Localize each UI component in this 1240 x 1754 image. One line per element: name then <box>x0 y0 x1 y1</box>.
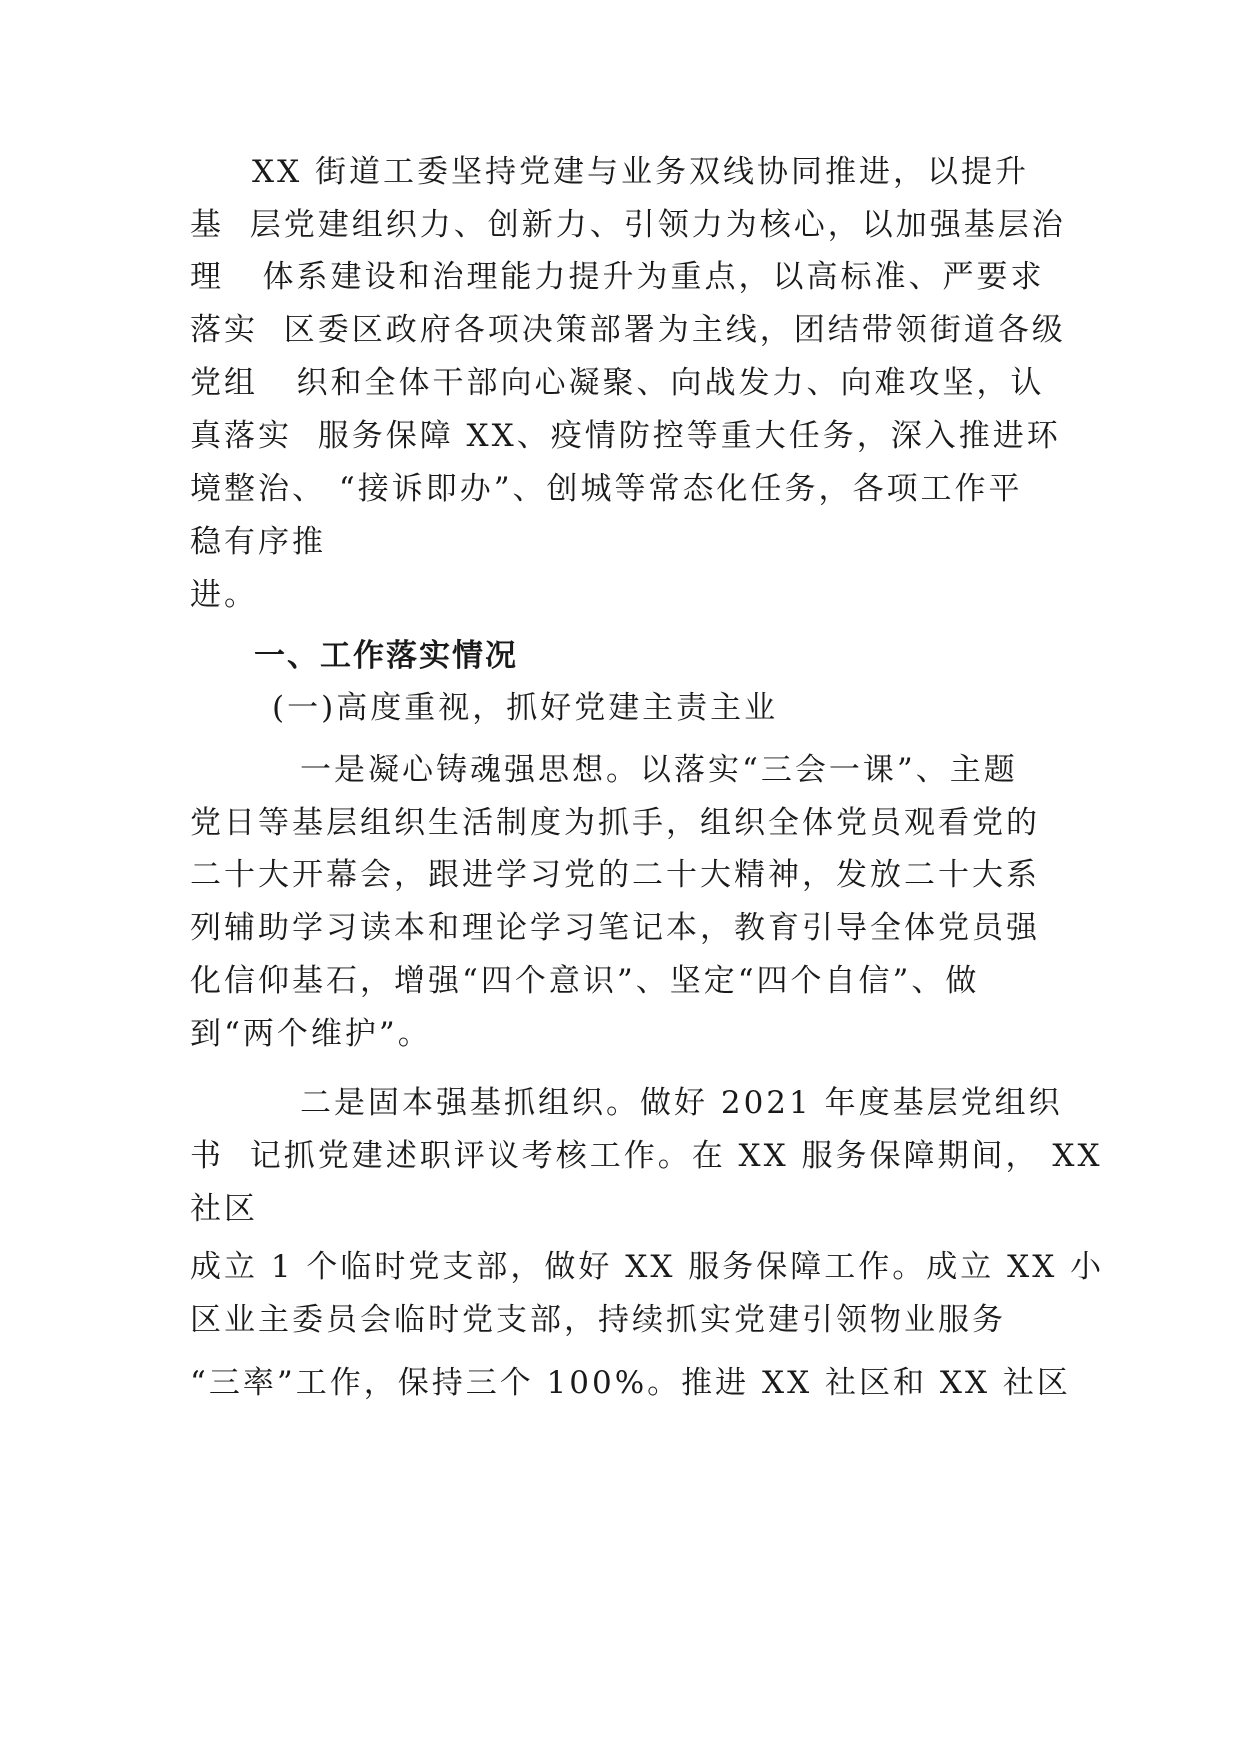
para1-line-5: 化信仰基石，增强“四个意识”、坚定“四个自信”、做 <box>190 963 980 999</box>
para2-line-3: 社区 <box>190 1191 258 1227</box>
para2-line-4: 成立 1 个临时党支部，做好 XX 服务保障工作。成立 XX 小 <box>190 1249 1105 1285</box>
subsection-heading: (一)高度重视，抓好党建主责主业 <box>272 690 779 726</box>
intro-line-5: 党组 织和全体干部向心凝聚、向战发力、向难攻坚，认 <box>190 365 1045 401</box>
intro-line-8: 稳有序推 <box>190 524 326 560</box>
para2-line-1: 二是固本强基抓组织。做好 2021 年度基层党组织 <box>300 1085 1063 1121</box>
intro-line-6: 真落实 服务保障 XX、疫情防控等重大任务，深入推进环 <box>190 418 1061 454</box>
para1-line-1: 一是凝心铸魂强思想。以落实“三会一课”、主题 <box>300 752 1018 788</box>
para2-line-2: 书 记抓党建述职评议考核工作。在 XX 服务保障期间， XX <box>190 1138 1103 1174</box>
intro-line-1: XX 街道工委坚持党建与业务双线协同推进，以提升 <box>252 154 1029 190</box>
section-heading: 一、工作落实情况 <box>254 638 518 674</box>
intro-line-2: 基 层党建组织力、创新力、引领力为核心，以加强基层治 <box>190 207 1066 243</box>
intro-line-9: 进。 <box>190 577 258 613</box>
intro-line-7: 境整治、 “接诉即办”、创城等常态化任务，各项工作平 <box>190 471 1023 507</box>
para1-line-4: 列辅助学习读本和理论学习笔记本，教育引导全体党员强 <box>190 910 1040 946</box>
para1-line-2: 党日等基层组织生活制度为抓手，组织全体党员观看党的 <box>190 805 1040 841</box>
intro-line-3: 理 体系建设和治理能力提升为重点，以高标准、严要求 <box>190 259 1045 295</box>
para1-line-3: 二十大开幕会，跟进学习党的二十大精神，发放二十大系 <box>190 857 1040 893</box>
para2-line-6: “三率”工作，保持三个 100%。推进 XX 社区和 XX 社区 <box>190 1365 1071 1401</box>
para1-line-6: 到“两个维护”。 <box>190 1016 432 1052</box>
para2-line-5: 区业主委员会临时党支部，持续抓实党建引领物业服务 <box>190 1302 1006 1338</box>
intro-line-4: 落实 区委区政府各项决策部署为主线，团结带领街道各级 <box>190 312 1066 348</box>
